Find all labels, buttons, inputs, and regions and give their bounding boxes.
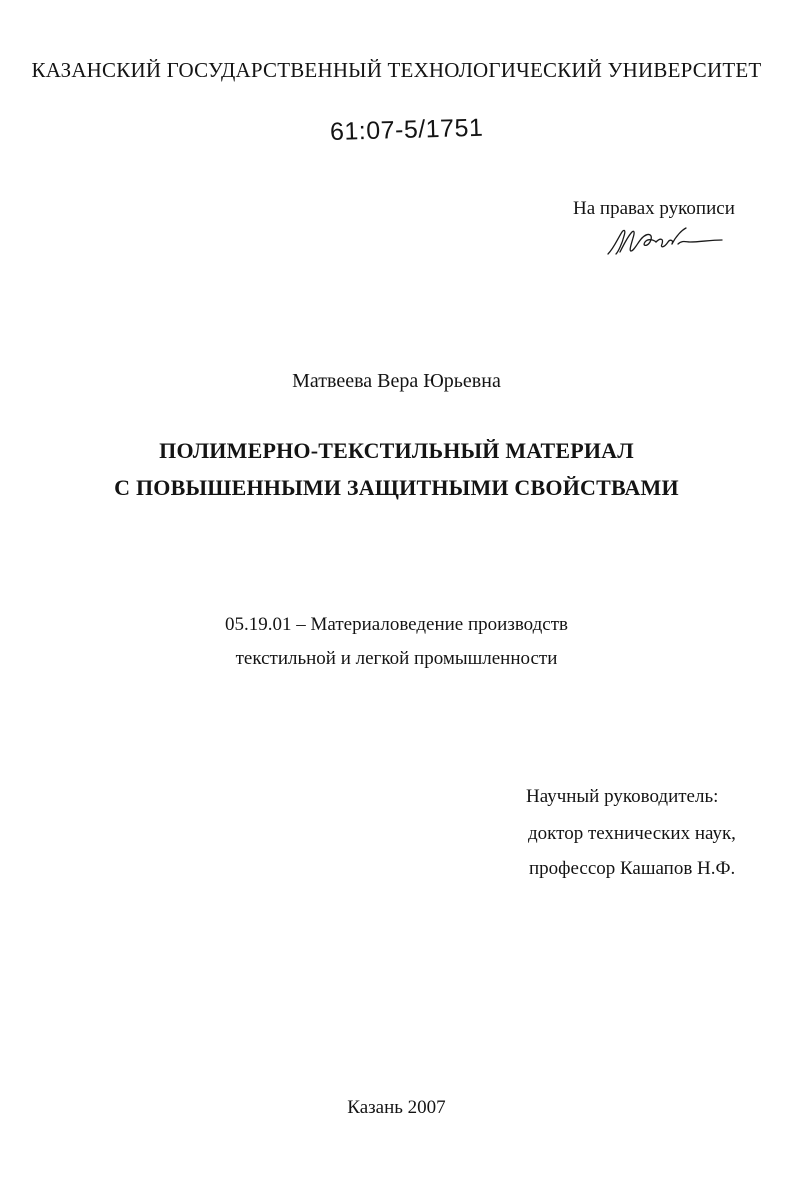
manuscript-note: На правах рукописи: [573, 198, 735, 219]
thesis-title-line-2: С ПОВЫШЕННЫМИ ЗАЩИТНЫМИ СВОЙСТВАМИ: [114, 475, 679, 500]
supervisor-degree: доктор технических наук,: [528, 823, 736, 844]
specialty-line-2: текстильной и легкой промышленности: [235, 648, 558, 669]
catalog-code: 61:07-5/1751: [329, 113, 484, 146]
author-name: Матвеева Вера Юрьевна: [292, 370, 501, 392]
specialty-line-1: 05.19.01 – Материаловедение производств: [225, 614, 568, 635]
university-name: КАЗАНСКИЙ ГОСУДАРСТВЕННЫЙ ТЕХНОЛОГИЧЕСКИЙ УНИВЕРСИТЕТ: [31, 58, 762, 82]
thesis-title-line-1: ПОЛИМЕРНО-ТЕКСТИЛЬНЫЙ МАТЕРИАЛ: [159, 438, 634, 463]
supervisor-name: профессор Кашапов Н.Ф.: [529, 858, 736, 879]
city-year: Казань 2007: [347, 1097, 446, 1118]
supervisor-label: Научный руководитель:: [526, 786, 719, 807]
signature-icon: [604, 218, 724, 260]
